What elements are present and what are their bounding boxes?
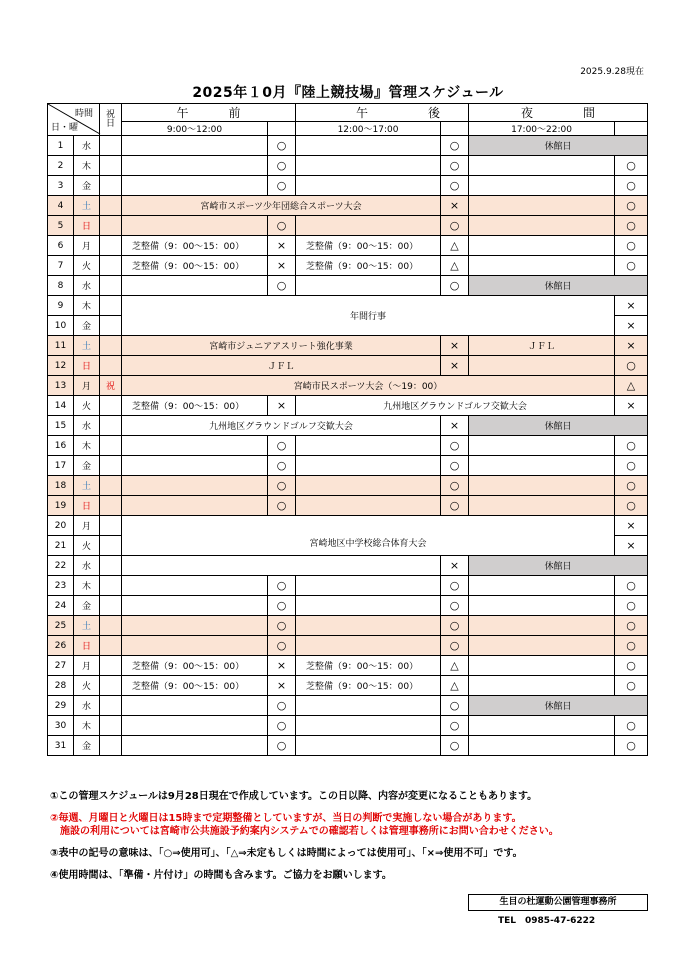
holiday-cell (100, 696, 122, 716)
weekday: 火 (74, 396, 100, 416)
am-status: ○ (268, 436, 296, 456)
holiday-cell (100, 296, 122, 316)
table-row (48, 736, 648, 756)
am-cell: 芝整備（9：00～15：00） (122, 236, 268, 256)
table-row (48, 336, 648, 356)
holiday-cell (100, 396, 122, 416)
pm-cell (296, 176, 441, 196)
weekday: 日 (74, 636, 100, 656)
pm-status: ○ (441, 496, 469, 516)
day-number: 12 (48, 356, 74, 376)
table-row (48, 436, 648, 456)
pm-status: × (441, 356, 469, 376)
header-pm-time: 12:00～17:00 (296, 122, 441, 136)
table-row (48, 136, 648, 156)
holiday-cell (100, 136, 122, 156)
table-row (48, 156, 648, 176)
day-number: 28 (48, 676, 74, 696)
am-cell (122, 436, 268, 456)
table-row (48, 236, 648, 256)
night-status: × (615, 516, 648, 536)
header-am: 午前 (122, 104, 296, 122)
day-number: 8 (48, 276, 74, 296)
event-cell: 宮崎市民スポーツ大会（～19：00） (122, 376, 615, 396)
pm-status: × (441, 556, 469, 576)
night-cell (469, 596, 615, 616)
weekday: 木 (74, 576, 100, 596)
pm-status: △ (441, 656, 469, 676)
am-status: ○ (268, 456, 296, 476)
note-2-line-2: 施設の利用については宮崎市公共施設予約案内システムでの確認若しくは管理事務所にお問い合わせください。 (60, 826, 559, 837)
pm-cell (296, 736, 441, 756)
day-number: 18 (48, 476, 74, 496)
holiday-cell (100, 356, 122, 376)
pm-cell: 芝整備（9：00～15：00） (296, 656, 441, 676)
night-status: ○ (615, 496, 648, 516)
holiday-cell (100, 196, 122, 216)
closed-day: 休館日 (469, 276, 648, 296)
header-corner (48, 104, 100, 136)
night-status: ○ (615, 356, 648, 376)
note-2 (50, 812, 559, 838)
pm-status: ○ (441, 716, 469, 736)
event-cell: 宮崎市スポーツ少年団総合スポーツ大会 (122, 196, 441, 216)
pm-cell (296, 696, 441, 716)
night-status: ○ (615, 236, 648, 256)
holiday-cell (100, 576, 122, 596)
am-cell (122, 476, 268, 496)
am-cell (122, 456, 268, 476)
as-of-date: 2025.9.28現在 (580, 67, 644, 77)
header-time-label: 時間 (74, 109, 93, 119)
night-cell (469, 476, 615, 496)
note-4: ④使用時間は、「準備・片付け」の時間も含みます。ご協力をお願いします。 (50, 870, 392, 881)
table-row (48, 396, 648, 416)
day-number: 29 (48, 696, 74, 716)
day-number: 2 (48, 156, 74, 176)
holiday-cell (100, 656, 122, 676)
table-row (48, 616, 648, 636)
holiday-cell (100, 416, 122, 436)
table-row (48, 636, 648, 656)
header-am-status (268, 122, 296, 136)
am-cell (122, 696, 268, 716)
night-status: ○ (615, 656, 648, 676)
pm-cell (296, 456, 441, 476)
night-status: ○ (615, 596, 648, 616)
night-cell (469, 736, 615, 756)
holiday-cell (100, 556, 122, 576)
table-row (48, 416, 648, 436)
weekday: 土 (74, 196, 100, 216)
am-cell: 芝整備（9：00～15：00） (122, 676, 268, 696)
header-night-status (615, 122, 648, 136)
day-number: 26 (48, 636, 74, 656)
day-number: 27 (48, 656, 74, 676)
pm-cell: 芝整備（9：00～15：00） (296, 236, 441, 256)
night-cell (469, 436, 615, 456)
pm-status: ○ (441, 476, 469, 496)
holiday-cell (100, 716, 122, 736)
holiday-cell (100, 216, 122, 236)
closed-day: 休館日 (469, 696, 648, 716)
pm-cell (296, 156, 441, 176)
holiday-cell (100, 316, 122, 336)
am-status: × (268, 656, 296, 676)
weekday: 水 (74, 136, 100, 156)
table-row (48, 716, 648, 736)
weekday: 月 (74, 236, 100, 256)
am-status: × (268, 396, 296, 416)
am-status: ○ (268, 736, 296, 756)
table-row (48, 556, 648, 576)
day-number: 21 (48, 536, 74, 556)
pm-status: ○ (441, 616, 469, 636)
pm-cell (296, 716, 441, 736)
table-row (48, 216, 648, 236)
am-status: ○ (268, 476, 296, 496)
weekday: 土 (74, 616, 100, 636)
day-number: 14 (48, 396, 74, 416)
closed-day: 休館日 (469, 136, 648, 156)
pm-status: ○ (441, 136, 469, 156)
pm-cell (296, 596, 441, 616)
am-status: ○ (268, 596, 296, 616)
day-number: 17 (48, 456, 74, 476)
table-row (48, 356, 648, 376)
event-cell: ＪＦＬ (122, 356, 441, 376)
weekday: 金 (74, 316, 100, 336)
night-cell (469, 236, 615, 256)
weekday: 水 (74, 556, 100, 576)
holiday-cell (100, 676, 122, 696)
am-cell (122, 736, 268, 756)
weekday: 火 (74, 676, 100, 696)
pm-status: × (441, 416, 469, 436)
day-number: 7 (48, 256, 74, 276)
weekday: 木 (74, 156, 100, 176)
am-cell (122, 576, 268, 596)
holiday-cell (100, 256, 122, 276)
pm-cell (296, 576, 441, 596)
am-status: ○ (268, 496, 296, 516)
table-row (48, 596, 648, 616)
pm-status: ○ (441, 216, 469, 236)
am-status: ○ (268, 716, 296, 736)
day-number: 24 (48, 596, 74, 616)
night-cell (469, 156, 615, 176)
weekday: 水 (74, 416, 100, 436)
weekday: 土 (74, 476, 100, 496)
night-status: △ (615, 376, 648, 396)
night-status: × (615, 536, 648, 556)
notes (50, 790, 559, 891)
night-cell (469, 216, 615, 236)
holiday-cell (100, 736, 122, 756)
day-number: 23 (48, 576, 74, 596)
table-row (48, 576, 648, 596)
am-cell (122, 636, 268, 656)
weekday: 水 (74, 276, 100, 296)
table-row (48, 516, 648, 536)
am-status: × (268, 236, 296, 256)
header-night: 夜間 (469, 104, 648, 122)
night-status: ○ (615, 176, 648, 196)
table-row (48, 256, 648, 276)
holiday-cell (100, 156, 122, 176)
night-cell (469, 196, 615, 216)
weekday: 水 (74, 696, 100, 716)
note-1: ①この管理スケジュールは9月28日現在で作成しています。この日以降、内容が変更になることもあります。 (50, 791, 538, 802)
holiday-cell (100, 476, 122, 496)
weekday: 火 (74, 536, 100, 556)
am-cell (122, 136, 268, 156)
am-cell (122, 276, 268, 296)
am-status: ○ (268, 216, 296, 236)
weekday: 月 (74, 516, 100, 536)
day-number: 3 (48, 176, 74, 196)
night-status: ○ (615, 676, 648, 696)
night-status: ○ (615, 256, 648, 276)
day-number: 15 (48, 416, 74, 436)
pm-status: ○ (441, 596, 469, 616)
note-3: ③表中の記号の意味は、「○⇒使用可」、「△⇒未定もしくは時間によっては使用可」、「×⇒使用不可」です。 (50, 848, 523, 859)
night-cell (469, 636, 615, 656)
pm-cell (296, 436, 441, 456)
night-cell (469, 456, 615, 476)
table-row (48, 196, 648, 216)
night-status: × (615, 336, 648, 356)
night-status: ○ (615, 456, 648, 476)
event-cell: 宮崎市ジュニアアスリート強化事業 (122, 336, 441, 356)
pm-status: △ (441, 676, 469, 696)
day-number: 25 (48, 616, 74, 636)
am-cell (122, 596, 268, 616)
am-cell: 芝整備（9：00～15：00） (122, 656, 268, 676)
event-cell: 九州地区グラウンドゴルフ交歓大会 (122, 416, 441, 436)
table-row (48, 296, 648, 316)
pm-cell (296, 216, 441, 236)
pm-cell (296, 496, 441, 516)
day-number: 16 (48, 436, 74, 456)
pm-status: ○ (441, 456, 469, 476)
table-row (48, 676, 648, 696)
am-cell (122, 216, 268, 236)
am-cell (122, 496, 268, 516)
night-status: ○ (615, 156, 648, 176)
page-title: 2025年１0月『陸上競技場』管理スケジュール (192, 85, 504, 101)
day-number: 11 (48, 336, 74, 356)
table-row (48, 476, 648, 496)
pm-cell: 芝整備（9：00～15：00） (296, 676, 441, 696)
weekday: 木 (74, 436, 100, 456)
pm-status: ○ (441, 696, 469, 716)
day-number: 13 (48, 376, 74, 396)
night-cell (469, 256, 615, 276)
am-cell (122, 616, 268, 636)
weekday: 日 (74, 356, 100, 376)
am-status: ○ (268, 156, 296, 176)
header-night-time: 17:00～22:00 (469, 122, 615, 136)
event-cell: 宮崎地区中学校総合体育大会 (122, 516, 615, 556)
schedule-table (47, 103, 648, 756)
am-status: × (268, 256, 296, 276)
day-number: 6 (48, 236, 74, 256)
holiday-cell (100, 516, 122, 536)
pm-cell (296, 136, 441, 156)
night-cell (469, 616, 615, 636)
day-number: 1 (48, 136, 74, 156)
weekday: 月 (74, 656, 100, 676)
weekday: 金 (74, 596, 100, 616)
am-status: ○ (268, 136, 296, 156)
night-status: × (615, 296, 648, 316)
night-status: ○ (615, 476, 648, 496)
pm-status: ○ (441, 576, 469, 596)
pm-status: △ (441, 236, 469, 256)
night-status: ○ (615, 436, 648, 456)
pm-status: × (441, 196, 469, 216)
holiday-cell (100, 436, 122, 456)
pm-status: ○ (441, 156, 469, 176)
table-row (48, 176, 648, 196)
day-number: 5 (48, 216, 74, 236)
am-status: ○ (268, 176, 296, 196)
am-status: ○ (268, 696, 296, 716)
am-status: ○ (268, 276, 296, 296)
night-cell (469, 176, 615, 196)
table-row (48, 276, 648, 296)
table-row (48, 496, 648, 516)
am-cell: 芝整備（9：00～15：00） (122, 256, 268, 276)
am-cell (122, 156, 268, 176)
night-cell (469, 356, 615, 376)
note-2-line-1: ②毎週、月曜日と火曜日は15時まで定期整備としていますが、当日の判断で実施しない場合があります。 (50, 813, 522, 824)
am-status: ○ (268, 576, 296, 596)
holiday-cell (100, 496, 122, 516)
header-day-label: 日・曜 (51, 123, 79, 133)
closed-day: 休館日 (469, 556, 648, 576)
pm-status: × (441, 336, 469, 356)
am-cell (122, 716, 268, 736)
night-status: ○ (615, 636, 648, 656)
night-cell: ＪＦＬ (469, 336, 615, 356)
day-number: 19 (48, 496, 74, 516)
night-status: ○ (615, 196, 648, 216)
holiday-cell (100, 276, 122, 296)
header-holiday: 祝日 (100, 104, 122, 136)
closed-day: 休館日 (469, 416, 648, 436)
night-cell (469, 676, 615, 696)
weekday: 土 (74, 336, 100, 356)
weekday: 日 (74, 216, 100, 236)
am-cell: 芝整備（9：00～15：00） (122, 396, 268, 416)
holiday-cell (100, 456, 122, 476)
office-tel: TEL 0985-47-6222 (498, 916, 596, 926)
header-pm: 午後 (296, 104, 469, 122)
event-cell: 九州地区グラウンドゴルフ交歓大会 (296, 396, 615, 416)
pm-status: ○ (441, 736, 469, 756)
pm-cell (296, 276, 441, 296)
am-cell (122, 176, 268, 196)
holiday-cell (100, 636, 122, 656)
pm-cell: 芝整備（9：00～15：00） (296, 256, 441, 276)
pm-cell (296, 476, 441, 496)
table-row (48, 696, 648, 716)
weekday: 金 (74, 736, 100, 756)
night-cell (469, 656, 615, 676)
am-status: ○ (268, 636, 296, 656)
pm-status: ○ (441, 636, 469, 656)
night-cell (469, 576, 615, 596)
event-cell-cont (122, 556, 441, 576)
pm-status: △ (441, 256, 469, 276)
night-status: ○ (615, 616, 648, 636)
weekday: 月 (74, 376, 100, 396)
night-cell (469, 496, 615, 516)
holiday-cell (100, 536, 122, 556)
holiday-cell (100, 616, 122, 636)
night-status: ○ (615, 716, 648, 736)
day-number: 4 (48, 196, 74, 216)
night-status: ○ (615, 576, 648, 596)
office-name: 生目の杜運動公園管理事務所 (468, 894, 648, 911)
weekday: 木 (74, 716, 100, 736)
night-status: × (615, 316, 648, 336)
header-pm-status (441, 122, 469, 136)
am-status: × (268, 676, 296, 696)
weekday: 金 (74, 456, 100, 476)
night-status: × (615, 396, 648, 416)
header-am-time: 9:00～12:00 (122, 122, 268, 136)
night-cell (469, 716, 615, 736)
weekday: 日 (74, 496, 100, 516)
day-number: 9 (48, 296, 74, 316)
holiday-cell (100, 236, 122, 256)
holiday-cell (100, 176, 122, 196)
pm-status: ○ (441, 176, 469, 196)
holiday-cell: 祝 (100, 376, 122, 396)
table-row (48, 456, 648, 476)
weekday: 金 (74, 176, 100, 196)
weekday: 木 (74, 296, 100, 316)
table-row (48, 376, 648, 396)
holiday-cell (100, 596, 122, 616)
day-number: 31 (48, 736, 74, 756)
night-status: ○ (615, 736, 648, 756)
day-number: 20 (48, 516, 74, 536)
day-number: 10 (48, 316, 74, 336)
weekday: 火 (74, 256, 100, 276)
day-number: 30 (48, 716, 74, 736)
holiday-cell (100, 336, 122, 356)
am-status: ○ (268, 616, 296, 636)
pm-cell (296, 616, 441, 636)
table-row (48, 656, 648, 676)
event-cell: 年間行事 (122, 296, 615, 336)
night-status: ○ (615, 216, 648, 236)
pm-cell (296, 636, 441, 656)
day-number: 22 (48, 556, 74, 576)
pm-status: ○ (441, 276, 469, 296)
pm-status: ○ (441, 436, 469, 456)
